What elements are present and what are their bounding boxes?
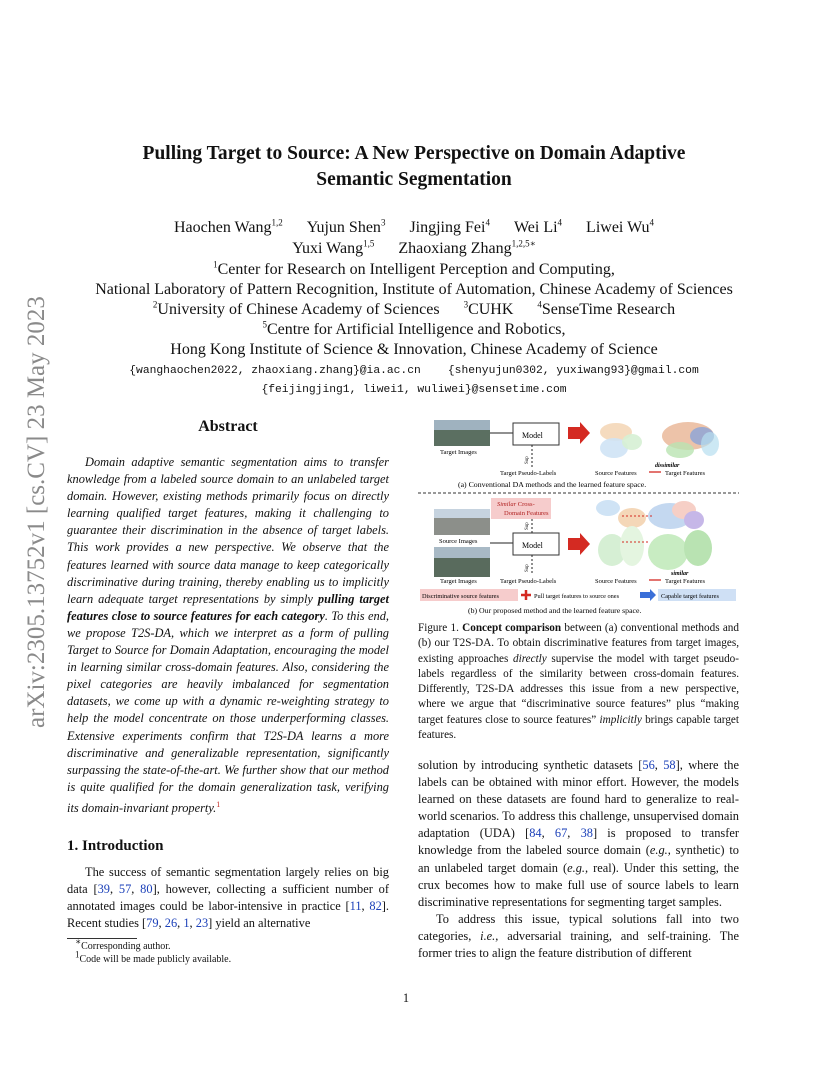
author: Haochen Wang$^{1,2}$ [173,217,283,236]
author: Yujun Shen$^3$ [306,217,386,236]
svg-text:Discriminative source features: Discriminative source features [422,593,499,600]
figure-1 [418,412,739,617]
svg-text:Similar Cross-: Similar Cross- [497,501,535,508]
citation-link[interactable]: 11 [349,899,362,914]
svg-text:Source Features: Source Features [595,578,637,585]
citation-link[interactable]: 80 [140,882,153,897]
citation-link[interactable]: 26 [164,916,178,931]
svg-text:Domain Features: Domain Features [504,510,549,517]
author: Zhaoxiang Zhang$^{1,2,5∗}$ [398,238,536,257]
red-arrow-icon [568,422,590,444]
label-similar: similar [671,571,689,577]
svg-text:Model: Model [522,541,543,550]
author: Wei Li$^4$ [513,217,563,236]
citation-link[interactable]: 39 [97,882,110,897]
svg-text:Sup: Sup [525,522,530,530]
svg-text:Target Features: Target Features [665,578,706,585]
citation-link[interactable]: 23 [195,916,209,931]
svg-text:Target Images: Target Images [440,578,477,585]
label-target-pseudo-labels: Target Pseudo-Labels [500,470,557,477]
caption-a: (a) Conventional DA methods and the learned feature space. [458,480,647,489]
citation-link[interactable]: 84 [529,826,542,841]
author: Jingjing Fei$^4$ [409,217,490,236]
label-model: Model [522,431,543,440]
citation-link[interactable]: 79 [146,916,159,931]
author: Liwei Wu$^4$ [586,217,655,236]
section-heading-introduction: 1. Introduction [67,838,164,854]
citation-link[interactable]: 1 [183,916,190,931]
citation-link[interactable]: 58 [663,758,676,772]
label-target-features: Target Features [665,470,706,477]
label-sup: Sup [525,456,530,464]
page-number: 1 [402,991,410,1005]
abstract-heading: Abstract [198,418,258,435]
legend-pull: Pull target features to source ones [534,593,620,600]
plus-icon [521,590,531,600]
caption-b: (b) Our proposed method and the learned feature space. [468,606,642,615]
right-column-text: solution by introducing synthetic datasets [56, 58], where the labels can be obtained with minor effort. However, the models learned on these datasets are found hard to generalize to real-world scenarios. To address this challenge, unsupervised domain adaptation (UDA) [84, 67, 38] is proposed to transfer knowledge from the labeled source domain (e.g., synthetic) to an unlabeled target domain (e.g., real). Under this setting, the crux becomes how to make full use of source labels to learn discriminative representations for segmenting target samples. To address this issue, typical solutions fall into two categories, i.e., adversarial training, and self-training. The former tries to align the feature distribution of different [418,758,740,961]
citation-link[interactable]: 57 [118,882,132,897]
intro-text: The success of semantic segmentation largely relies on big data [39, 57, 80], however, collecting a sufficient number of annotated images could be labor-intensive in practice [11, 82]. Recent studies [79, 26, 1, 23] yield an alternative [67,865,389,931]
affiliations: $^1$Center for Research on Intelligent Perception and Computing, National Laboratory of Pattern Recognition, Institute of Automation, Chinese Academy of Sciences $^2$University of Chinese Academy of Sciences $^3$CUHK $^4$SenseTime Research $^5$Centre for Artificial Intelligence and Robotics, Hong Kong Institute of Science & Innovation, Chinese Academy of Science [95,259,733,358]
author-emails: {wanghaochen2022, zhaoxiang.zhang}@ia.ac.cn {shenyujun0302, yuxiwang93}@gmail.com {feijingjing1, liwei1, wuliwei}@sensetime.com [129,365,699,396]
blue-arrow-icon [640,589,656,601]
red-arrow-icon [568,533,590,555]
paper-title: Pulling Target to Source: A New Perspective on Domain Adaptive Semantic Segmentation [142,143,686,190]
author-list [60,217,768,259]
label-target-images: Target Images [440,449,477,456]
label-dissimilar: dissimilar [655,463,680,469]
author: Yuxi Wang$^{1,5}$ [292,238,375,257]
label-source-images: Source Images [439,538,478,545]
abstract-text: Domain adaptive semantic segmentation aims to transfer knowledge from a labeled source domain to an unlabeled target domain. However, existing methods primarily focus on directly learning qualified target features, making it challenging to guarantee their discrimination in the absence of target labels. This work provides a new perspective. We observe that the features learned with source data manage to keep categorically discriminative during training, thereby enabling us to implicitly learn adequate target representations by simply pulling target features close to source features for each category. To this end, we propose T2S-DA, which we interpret as a form of pulling Target to Source for Domain Adaptation, encouraging the model in learning similar cross-domain features. Also, considering the pixel categories are heavily imbalanced for segmentation datasets, we come up with a dynamic re-weighting strategy to help the model concentrate on those underperforming classes. Extensive experiments confirm that T2S-DA learns a more discriminative and generalizable representation, significantly surpassing the state-of-the-art. We further show that our method is quite qualified for the domain generalization task, verifying its domain-invariant property.$^1$ [67,455,389,815]
citation-link[interactable]: 38 [580,826,593,841]
citation-link[interactable]: 82 [369,899,382,914]
citation-link[interactable]: 56 [642,758,655,772]
footnote-code: $^1$Code will be made publicly available. [75,949,232,965]
label-source-features: Source Features [595,470,637,477]
svg-text:Target Pseudo-Labels: Target Pseudo-Labels [500,578,557,585]
footnote-corresponding: ∗Corresponding author. [75,936,171,952]
svg-text:arXiv:2305.13752v1 [cs.CV] 2: arXiv:2305.13752v1 [cs.CV] 23 May 2023 [23,296,50,728]
footnote-ref[interactable]: 1 [216,799,221,809]
svg-text:Capable target features: Capable target features [661,593,719,600]
arxiv-stamp [12,270,54,730]
svg-text:Sup: Sup [525,564,530,572]
figure-1-caption: Figure 1. Concept comparison between (a) conventional methods and (b) our T2S-DA. To obtain discriminative features from target images, existing approaches directly supervise the model with target pseudo-labels regardless of the similarity between cross-domain features. Differently, T2S-DA addresses this issue from a new perspective, where we argue that “discriminative source features” plus “making target features close to source features” implicitly brings capable target features. [418,622,739,742]
citation-link[interactable]: 67 [554,826,568,841]
